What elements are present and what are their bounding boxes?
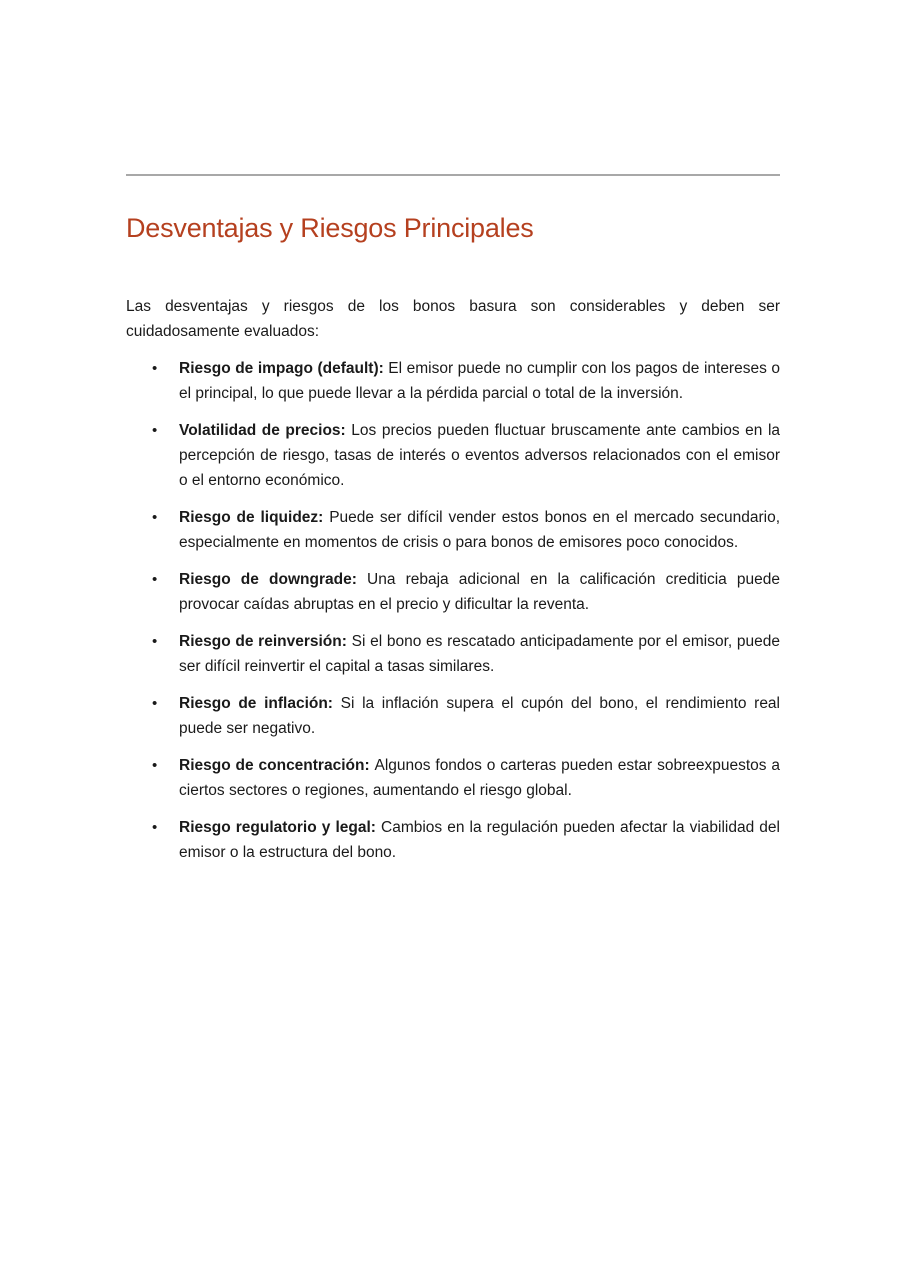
risk-term: Riesgo de downgrade: (179, 571, 367, 588)
risk-description: Algunos fondos o carteras pueden estar sobreexpuestos a ciertos sectores o regiones, aumentando el riesgo global. (179, 757, 780, 799)
list-item (126, 567, 780, 617)
risk-description: Puede ser difícil vender estos bonos en el mercado secundario, especialmente en momentos de crisis o para bonos de emisores poco conocidos. (179, 509, 780, 551)
bullet-icon: • (152, 819, 158, 836)
risk-description: Los precios pueden fluctuar bruscamente ante cambios en la percepción de riesgo, tasas de interés o eventos adversos relacionados con el emisor o el entorno económico. (179, 422, 781, 489)
intro-paragraph: Las desventajas y riesgos de los bonos basura son considerables y deben ser cuidadosamente evaluados: (126, 298, 780, 340)
risk-term: Riesgo de impago (default): (179, 360, 389, 377)
risk-list (126, 356, 780, 877)
risk-description: Una rebaja adicional en la calificación crediticia puede provocar caídas abruptas en el precio y dificultar la reventa. (179, 571, 781, 613)
risk-description: Si la inflación supera el cupón del bono, el rendimiento real puede ser negativo. (179, 695, 781, 737)
list-item (126, 356, 780, 406)
list-item (126, 753, 780, 803)
risk-term: Riesgo de liquidez: (179, 509, 330, 526)
list-item (126, 505, 780, 555)
list-item (126, 691, 780, 741)
risk-term: Riesgo de inflación: (179, 695, 341, 712)
bullet-icon: • (152, 633, 158, 650)
risk-term: Riesgo de reinversión: (179, 633, 352, 650)
risk-term: Volatilidad de precios: (179, 422, 352, 439)
horizontal-rule (126, 174, 780, 176)
risk-term: Riesgo de concentración: (179, 757, 375, 774)
list-item (126, 629, 780, 679)
bullet-icon: • (152, 360, 158, 377)
section-heading: Desventajas y Riesgos Principales (126, 213, 534, 243)
bullet-icon: • (152, 695, 158, 712)
bullet-icon: • (152, 422, 158, 439)
list-item (126, 815, 780, 865)
risk-description: Si el bono es rescatado anticipadamente por el emisor, puede ser difícil reinvertir el capital a tasas similares. (179, 633, 780, 675)
list-item (126, 418, 780, 493)
bullet-icon: • (152, 509, 158, 526)
risk-description: Cambios en la regulación pueden afectar la viabilidad del emisor o la estructura del bono. (179, 819, 780, 861)
bullet-icon: • (152, 571, 158, 588)
risk-description: El emisor puede no cumplir con los pagos de intereses o el principal, lo que puede llevar a la pérdida parcial o total de la inversión. (179, 360, 780, 402)
risk-term: Riesgo regulatorio y legal: (179, 819, 381, 836)
bullet-icon: • (152, 757, 158, 774)
